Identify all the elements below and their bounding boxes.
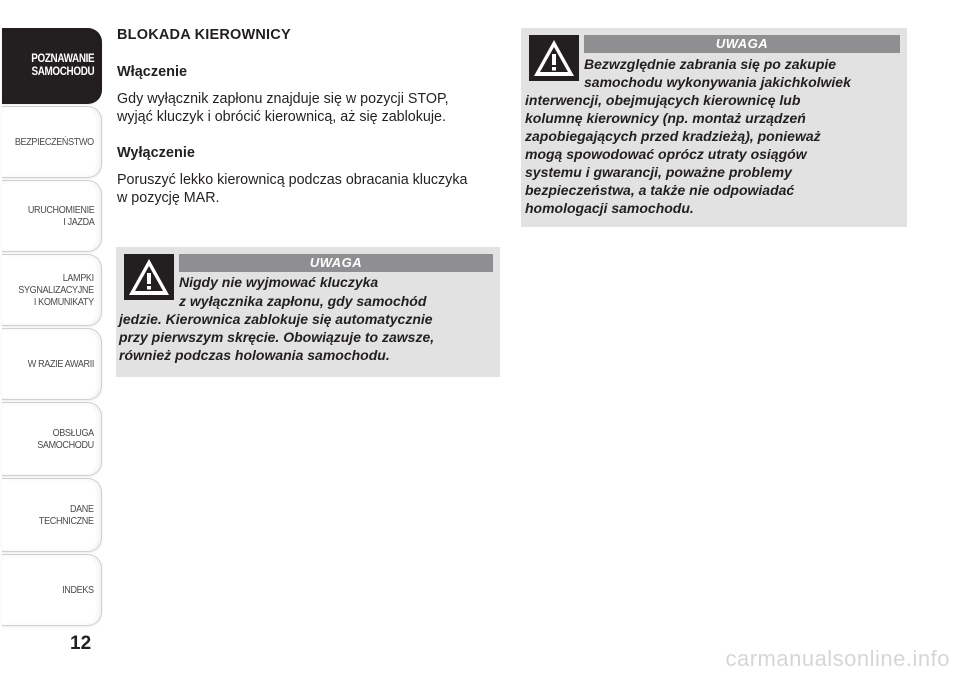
subheading-off: Wyłączenie	[117, 145, 195, 161]
tab-label: DANE TECHNICZNE	[39, 503, 94, 527]
subheading-on: Włączenie	[117, 64, 188, 80]
section-heading: BLOKADA KIEROWNICY	[117, 27, 291, 43]
warning-text-line: również podczas holowania samochodu.	[119, 347, 390, 363]
warning-text-line: interwencji, obejmujących kierownicę lub	[525, 92, 801, 108]
warning-box-right	[521, 28, 907, 227]
watermark: carmanualsonline.info	[725, 646, 950, 671]
text-line: w pozycję MAR.	[117, 189, 220, 206]
warning-label: UWAGA	[179, 254, 493, 272]
warning-box-left	[116, 247, 500, 377]
tab-label: OBSŁUGA SAMOCHODU	[37, 427, 94, 451]
tab-label: LAMPKI SYGNALIZACYJNE I KOMUNIKATY	[18, 272, 94, 308]
tab-indeks[interactable]	[2, 554, 102, 626]
warning-text-line: mogą spowodować oprócz utraty osiągów	[525, 146, 807, 162]
text-line: wyjąć kluczyk i obrócić kierownicą, aż się zablokuje.	[117, 108, 446, 125]
warning-text-line: Bezwzględnie zabrania się po zakupie	[584, 56, 837, 72]
warning-text-line: systemu i gwarancji, poważne problemy	[525, 164, 792, 180]
warning-triangle-icon	[529, 35, 579, 81]
tab-label: URUCHOMIENIE I JAZDA	[27, 204, 94, 228]
warning-label: UWAGA	[584, 35, 900, 53]
tab-w-razie-awarii[interactable]	[2, 328, 102, 400]
tab-label: W RAZIE AWARII	[27, 358, 94, 370]
warning-text-line: bezpieczeństwa, a także nie odpowiadać	[525, 182, 795, 198]
text-line: Poruszyć lekko kierownicą podczas obracania kluczyka	[117, 172, 468, 188]
paragraph-on	[117, 91, 497, 126]
warning-text-line: kolumnę kierownicy (np. montaż urządzeń	[525, 110, 806, 126]
tab-label: BEZPIECZEŃSTWO	[15, 136, 94, 148]
tab-bezpieczenstwo[interactable]	[2, 106, 102, 178]
warning-text-line: jedzie. Kierownica zablokuje się automatycznie	[119, 311, 433, 327]
warning-text-line: samochodu wykonywania jakichkolwiek	[584, 74, 851, 90]
tab-label: POZNAWANIE SAMOCHODU	[30, 53, 95, 78]
warning-text-line: przy pierwszym skręcie. Obowiązuje to zawsze,	[119, 329, 435, 345]
warning-text-line: Nigdy nie wyjmować kluczyka	[179, 274, 379, 290]
tab-obsluga-samochodu[interactable]	[2, 402, 102, 476]
paragraph-off	[117, 172, 497, 207]
warning-triangle-icon	[124, 254, 174, 300]
warning-text-line: z wyłącznika zapłonu, gdy samochód	[179, 293, 427, 309]
warning-text-line: zapobiegających przed kradzieżą), ponieważ	[525, 128, 821, 144]
tab-label: INDEKS	[62, 584, 94, 596]
tab-uruchomienie-i-jazda[interactable]	[2, 180, 102, 252]
tab-lampki-sygnalizacyjne[interactable]	[2, 254, 102, 326]
warning-text-line: homologacji samochodu.	[525, 200, 694, 216]
tab-dane-techniczne[interactable]	[2, 478, 102, 552]
page-number: 12	[70, 633, 92, 654]
tab-poznawanie-samochodu[interactable]	[2, 28, 102, 104]
text-line: Gdy wyłącznik zapłonu znajduje się w pozycji STOP,	[117, 91, 449, 107]
